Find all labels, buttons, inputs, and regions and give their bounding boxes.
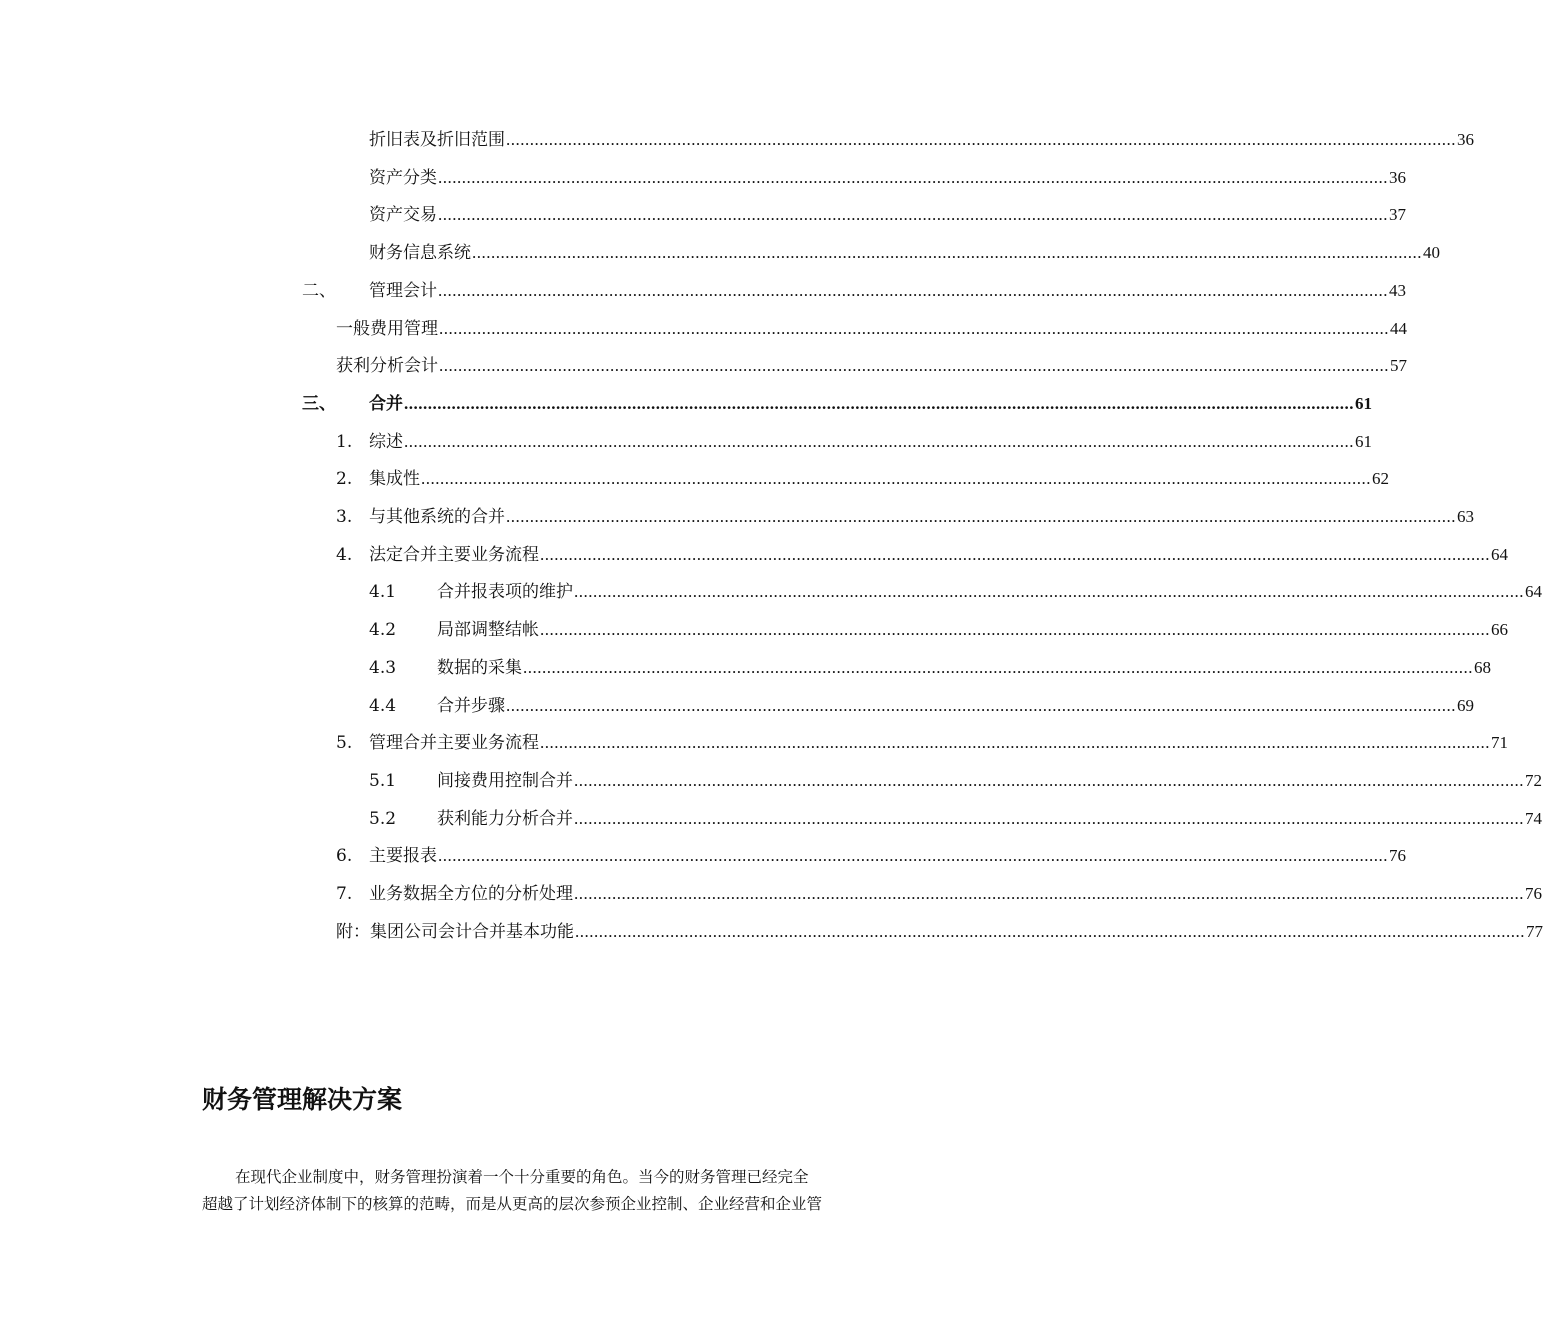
toc-entry-title: 折旧表及折旧范围 xyxy=(369,130,505,150)
toc-entry[interactable] xyxy=(0,879,1542,909)
toc-entry-title: 集成性 xyxy=(369,469,420,490)
toc-dot-leader: ........................................................................................................................................................................................................ xyxy=(438,167,1388,187)
toc-dot-leader: ........................................................................................................................................................................................................ xyxy=(421,469,1371,489)
toc-entry-title: 业务数据全方位的分析处理 xyxy=(369,884,573,904)
toc-dot-leader: ........................................................................................................................................................................................................ xyxy=(506,130,1456,149)
toc-entry[interactable] xyxy=(0,200,1406,230)
toc-entry-page: 44 xyxy=(1390,318,1407,338)
toc-entry[interactable] xyxy=(0,691,1474,721)
toc-entry-page: 71 xyxy=(1491,733,1508,753)
toc-dot-leader: ........................................................................................................................................................................................................ xyxy=(439,318,1389,338)
toc-entry-page: 43 xyxy=(1389,280,1406,300)
toc-dot-leader: ........................................................................................................................................................................................................ xyxy=(574,884,1524,903)
toc-dot-leader: ........................................................................................................................................................................................................ xyxy=(540,733,1490,753)
toc-entry-title: 综述 xyxy=(369,431,403,452)
toc-entry-number: 3. xyxy=(336,507,353,527)
toc-dot-leader: ........................................................................................................................................................................................................ xyxy=(574,770,1524,790)
toc-entry-number: 三、 xyxy=(302,393,336,414)
toc-entry[interactable] xyxy=(0,276,1406,306)
toc-dot-leader: ........................................................................................................................................................................................................ xyxy=(438,280,1388,300)
toc-entry-page: 64 xyxy=(1491,544,1508,564)
toc-entry-title: 局部调整结帐 xyxy=(437,620,539,641)
toc-entry[interactable] xyxy=(0,841,1406,871)
toc-dot-leader: ........................................................................................................................................................................................................ xyxy=(523,657,1473,677)
toc-entry-page: 77 xyxy=(1526,921,1543,941)
toc-dot-leader: ........................................................................................................................................................................................................ xyxy=(540,544,1490,564)
toc-entry-page: 76 xyxy=(1525,884,1542,903)
toc-entry[interactable] xyxy=(0,804,1542,834)
toc-entry-title: 合并步骤 xyxy=(437,695,505,716)
toc-entry[interactable] xyxy=(0,163,1406,193)
toc-entry-number: 6. xyxy=(336,846,353,867)
toc-entry-title: 获利能力分析合并 xyxy=(437,808,573,829)
toc-dot-leader: ........................................................................................................................................................................................................ xyxy=(472,243,1422,263)
toc-dot-leader: ........................................................................................................................................................................................................ xyxy=(540,620,1490,640)
toc-entry-number: 二、 xyxy=(302,280,336,301)
section-heading: 财务管理解决方案 xyxy=(202,1085,403,1114)
toc-entry-number: 4.3 xyxy=(369,657,397,678)
toc-entry-page: 40 xyxy=(1423,243,1440,263)
toc-entry-title: 数据的采集 xyxy=(437,657,522,678)
toc-entry-number: 7. xyxy=(336,884,353,904)
toc-entry[interactable] xyxy=(0,314,1407,344)
toc-entry-title: 附：集团公司会计合并基本功能 xyxy=(336,921,574,942)
toc-entry-page: 61 xyxy=(1355,393,1372,413)
toc-entry-title: 资产分类 xyxy=(369,167,437,188)
toc-entry[interactable] xyxy=(0,502,1474,532)
toc-entry-page: 62 xyxy=(1372,469,1389,489)
toc-entry[interactable] xyxy=(0,577,1542,607)
toc-dot-leader: ........................................................................................................................................................................................................ xyxy=(506,695,1456,715)
toc-entry-number: 5.1 xyxy=(369,770,397,791)
toc-entry-number: 4.4 xyxy=(369,695,397,716)
section-paragraph xyxy=(202,1164,882,1218)
toc-entry-page: 74 xyxy=(1525,808,1542,828)
paragraph-line: 超越了计划经济体制下的核算的范畴，而是从更高的层次参预企业控制、企业经营和企业管 xyxy=(202,1195,823,1213)
toc-entry[interactable] xyxy=(0,125,1474,155)
toc-entry-page: 76 xyxy=(1389,846,1406,866)
toc-entry-title: 一般费用管理 xyxy=(336,318,438,339)
toc-entry-page: 37 xyxy=(1389,205,1406,225)
toc-entry-title: 与其他系统的合并 xyxy=(369,507,505,527)
toc-entry-page: 63 xyxy=(1457,507,1474,526)
toc-dot-leader: ........................................................................................................................................................................................................ xyxy=(506,507,1456,526)
toc-entry-page: 72 xyxy=(1525,770,1542,790)
toc-dot-leader: ........................................................................................................................................................................................................ xyxy=(404,431,1354,451)
toc-entry[interactable] xyxy=(0,389,1372,419)
toc-entry-number: 1. xyxy=(336,431,353,452)
toc-dot-leader: ........................................................................................................................................................................................................ xyxy=(404,393,1354,413)
toc-entry[interactable] xyxy=(0,427,1372,457)
toc-dot-leader: ........................................................................................................................................................................................................ xyxy=(439,356,1389,376)
toc-entry-title: 合并报表项的维护 xyxy=(437,582,573,603)
toc-dot-leader: ........................................................................................................................................................................................................ xyxy=(574,808,1524,828)
toc-entry-page: 36 xyxy=(1389,167,1406,187)
toc-entry-page: 36 xyxy=(1457,130,1474,149)
toc-entry-number: 5.2 xyxy=(369,808,397,829)
toc-dot-leader: ........................................................................................................................................................................................................ xyxy=(438,846,1388,866)
toc-entry-number: 2. xyxy=(336,469,353,490)
toc-entry[interactable] xyxy=(0,653,1491,683)
toc-entry[interactable] xyxy=(0,464,1389,494)
toc-entry-title: 合并 xyxy=(369,393,403,414)
toc-entry[interactable] xyxy=(0,238,1440,268)
toc-entry-number: 5. xyxy=(336,733,353,754)
toc-entry[interactable] xyxy=(0,728,1508,758)
toc-entry-title: 资产交易 xyxy=(369,205,437,226)
toc-entry-title: 法定合并主要业务流程 xyxy=(369,544,539,565)
toc-entry-number: 4.1 xyxy=(369,582,397,603)
toc-entry-number: 4. xyxy=(336,544,353,565)
toc-entry-title: 获利分析会计 xyxy=(336,356,438,377)
toc-entry-title: 财务信息系统 xyxy=(369,243,471,264)
toc-entry-page: 69 xyxy=(1457,695,1474,715)
toc-entry-title: 间接费用控制合并 xyxy=(437,770,573,791)
toc-entry-page: 66 xyxy=(1491,620,1508,640)
toc-dot-leader: ........................................................................................................................................................................................................ xyxy=(575,921,1525,941)
toc-entry-page: 68 xyxy=(1474,657,1491,677)
toc-entry-title: 主要报表 xyxy=(369,846,437,867)
toc-entry[interactable] xyxy=(0,615,1508,645)
toc-entry-page: 57 xyxy=(1390,356,1407,376)
paragraph-line: 在现代企业制度中，财务管理扮演着一个十分重要的角色。当今的财务管理已经完全 xyxy=(235,1168,809,1186)
toc-entry-page: 61 xyxy=(1355,431,1372,451)
toc-entry[interactable] xyxy=(0,766,1542,796)
toc-entry[interactable] xyxy=(0,351,1407,381)
toc-entry-title: 管理合并主要业务流程 xyxy=(369,733,539,754)
toc-entry-page: 64 xyxy=(1525,582,1542,602)
toc-dot-leader: ........................................................................................................................................................................................................ xyxy=(438,205,1388,225)
toc-entry-title: 管理会计 xyxy=(369,280,437,301)
toc-entry[interactable] xyxy=(0,917,1543,947)
toc-entry-number: 4.2 xyxy=(369,620,397,641)
toc-entry[interactable] xyxy=(0,540,1508,570)
toc-dot-leader: ........................................................................................................................................................................................................ xyxy=(574,582,1524,602)
